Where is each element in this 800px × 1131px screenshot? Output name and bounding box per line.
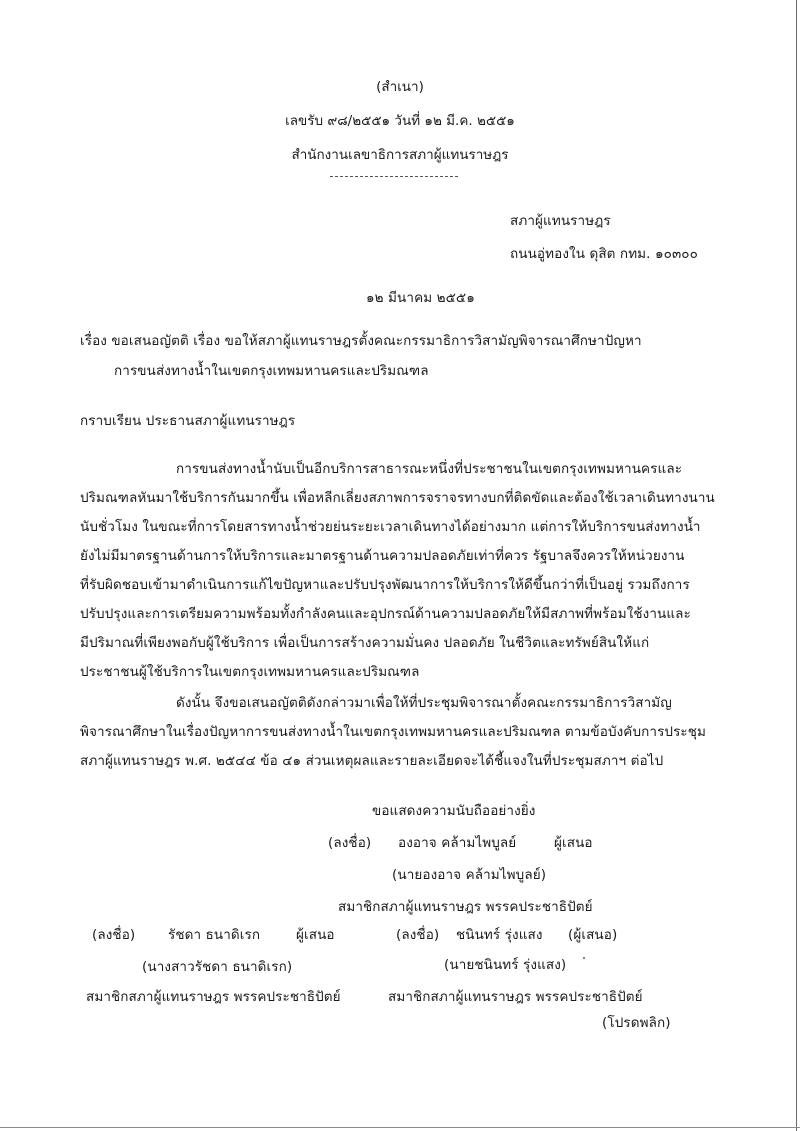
left-signer-position: สมาชิกสภาผู้แทนราษฎร พรรคประชาธิปัตย์ bbox=[86, 989, 341, 1005]
salutation: กราบเรียน ประธานสภาผู้แทนราษฎร bbox=[80, 413, 296, 429]
closing-phrase: ขอแสดงความนับถืออย่างยิ่ง bbox=[372, 803, 536, 819]
address-street: ถนนอู่ทองใน ดุสิต กทม. ๑๐๓๐๐ bbox=[510, 246, 698, 262]
body-line: ปริมณฑลหันมาใช้บริการกันมากขึ้น เพื่อหลีกเลี่ยงสภาพการจราจรทางบกที่ติดขัดและต้องใช้เวลาเดินทางนาน bbox=[80, 490, 715, 506]
body-line: พิจารณาศึกษาในเรื่องปัญหาการขนส่งทางน้ำในเขตกรุงเทพมหานครและปริมณฑล ตามข้อบังคับการประชุม bbox=[80, 724, 707, 740]
header-divider bbox=[330, 176, 458, 177]
right-signer-full-name: (นายชนินทร์ รุ่งแสง) bbox=[444, 957, 567, 973]
main-signer-position: สมาชิกสภาผู้แทนราษฎร พรรคประชาธิปัตย์ bbox=[338, 899, 593, 915]
body-line: สภาผู้แทนราษฎร พ.ศ. ๒๕๔๔ ข้อ ๔๑ ส่วนเหตุผลและรายละเอียดจะได้ชี้แจงในที่ประชุมสภาฯ ต่อไป bbox=[80, 753, 664, 769]
body-line: ดังนั้น จึงขอเสนอญัตติดังกล่าวมาเพื่อให้ที่ประชุมพิจารณาตั้งคณะกรรมาธิการวิสามัญ bbox=[176, 695, 672, 711]
document-date: ๑๒ มีนาคม ๒๕๕๑ bbox=[366, 290, 475, 306]
main-signer-role: ผู้เสนอ bbox=[554, 835, 593, 851]
body-line: ที่รับผิดชอบเข้ามาดำเนินการแก้ไขปัญหาและปรับปรุงพัฒนาการให้บริการให้ดีขึ้นกว่าที่เป็นอยู่ รวมถึงการ bbox=[80, 577, 690, 593]
subject-line-2: การขนส่งทางน้ำในเขตกรุงเทพมหานครและปริมณฑล bbox=[114, 363, 429, 379]
main-signer-full-name: (นายองอาจ คล้ามไพบูลย์) bbox=[392, 867, 547, 883]
body-line: ปรับปรุงและการเตรียมความพร้อมทั้งกำลังคนและอุปกรณ์ด้านความปลอดภัยให้มีสภาพที่พร้อมใช้งานและ bbox=[80, 606, 691, 622]
right-signer-role: (ผู้เสนอ) bbox=[568, 927, 618, 943]
stray-mark bbox=[583, 957, 585, 959]
left-signer-full-name: (นางสาวรัชดา ธนาดิเรก) bbox=[142, 959, 293, 975]
turn-page-note: (โปรดพลิก) bbox=[602, 1015, 671, 1031]
right-signer-name: ชนินทร์ รุ่งแสง bbox=[456, 927, 543, 943]
body-line: นับชั่วโมง ในขณะที่การโดยสารทางน้ำช่วยย่นระยะเวลาเดินทางได้อย่างมาก แต่การให้บริการขนส่งทางน้ำ bbox=[80, 519, 701, 535]
left-signer-role: ผู้เสนอ bbox=[296, 927, 335, 943]
office-name: สำนักงานเลขาธิการสภาผู้แทนราษฎร bbox=[291, 147, 509, 163]
body-line: มีปริมาณที่เพียงพอกับผู้ใช้บริการ เพื่อเป็นการสร้างความมั่นคง ปลอดภัย ในชีวิตและทรัพย์สินให้แก่ bbox=[80, 635, 650, 651]
scan-edge-right bbox=[796, 0, 797, 1131]
body-line: ประชาชนผู้ใช้บริการในเขตกรุงเทพมหานครและปริมณฑล bbox=[80, 664, 420, 680]
right-signer-sign-label: (ลงชื่อ) bbox=[396, 927, 440, 943]
main-signer-sign-label: (ลงชื่อ) bbox=[328, 835, 372, 851]
receipt-line: เลขรับ ๙๘/๒๕๕๑ วันที่ ๑๒ มี.ค. ๒๕๕๑ bbox=[285, 113, 515, 129]
body-line: การขนส่งทางน้ำนับเป็นอีกบริการสาธารณะหนึ่งที่ประชาชนในเขตกรุงเทพมหานครและ bbox=[176, 461, 683, 477]
left-signer-sign-label: (ลงชื่อ) bbox=[92, 927, 136, 943]
address-org: สภาผู้แทนราษฎร bbox=[510, 213, 611, 229]
copy-label: (สำเนา) bbox=[376, 79, 424, 95]
scan-edge-bottom bbox=[0, 1127, 800, 1128]
right-signer-position: สมาชิกสภาผู้แทนราษฎร พรรคประชาธิปัตย์ bbox=[388, 989, 643, 1005]
main-signer-name: องอาจ คล้ามไพบูลย์ bbox=[398, 835, 517, 851]
left-signer-name: รัชดา ธนาดิเรก bbox=[168, 927, 261, 943]
body-line: ยังไม่มีมาตรฐานด้านการให้บริการและมาตรฐานด้านความปลอดภัยเท่าที่ควร รัฐบาลจึงควรให้หน่วยงาน bbox=[80, 548, 685, 564]
subject-line-1: เรื่อง ขอเสนอญัตติ เรื่อง ขอให้สภาผู้แทนราษฎรตั้งคณะกรรมาธิการวิสามัญพิจารณาศึกษาปัญหา bbox=[80, 333, 642, 349]
